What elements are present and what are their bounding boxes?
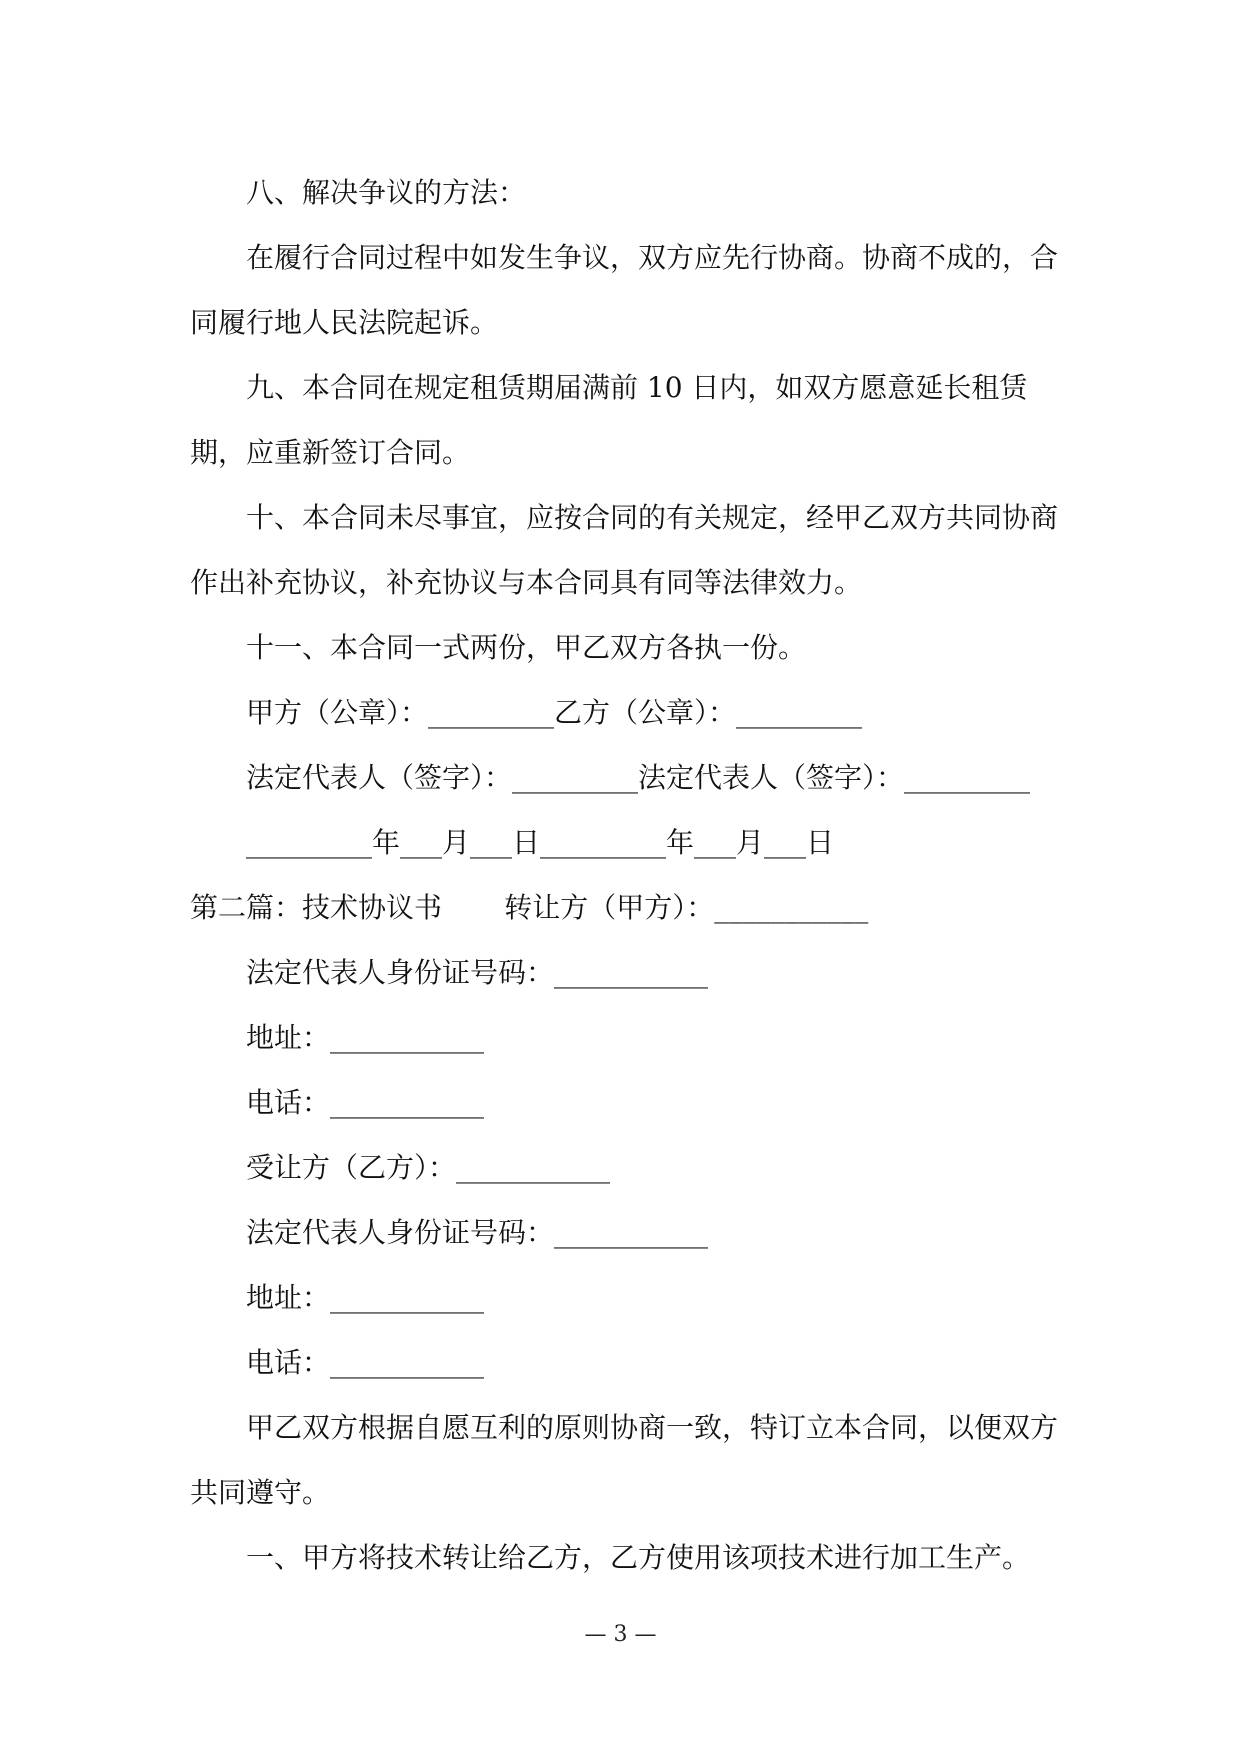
part-two-heading: 第二篇：技术协议书 转让方（甲方）：___________: [190, 891, 869, 924]
transferor-id-line: 法定代表人身份证号码：___________: [246, 956, 709, 989]
date-line: _________年___月___日_________年___月___日: [246, 826, 835, 859]
transferor-phone-line: 电话：___________: [246, 1086, 485, 1119]
section-8-heading: 八、解决争议的方法：: [246, 176, 527, 209]
agreement-intro-text: 甲乙双方根据自愿互利的原则协商一致，特订立本合同，以便双方共同遵守。: [190, 1411, 1059, 1509]
transferee-line: 受让方（乙方）：___________: [246, 1151, 611, 1184]
clause-1-text: 一、甲方将技术转让给乙方，乙方使用该项技术进行加工生产。: [246, 1541, 1031, 1574]
party-seal-line: 甲方（公章）：_________乙方（公章）：_________: [246, 696, 863, 729]
transferee-phone-line: 电话：___________: [246, 1346, 485, 1379]
representative-signature-line: 法定代表人（签字）：_________法定代表人（签字）：_________: [246, 761, 1031, 794]
section-11-text: 十一、本合同一式两份，甲乙双方各执一份。: [246, 631, 807, 664]
section-10-text: 十、本合同未尽事宜，应按合同的有关规定，经甲乙双方共同协商作出补充协议，补充协议与本合同具有同等法律效力。: [190, 501, 1059, 599]
transferee-id-line: 法定代表人身份证号码：___________: [246, 1216, 709, 1249]
transferor-address-line: 地址：___________: [246, 1021, 485, 1054]
transferee-address-line: 地址：___________: [246, 1281, 485, 1314]
section-8-text: 在履行合同过程中如发生争议，双方应先行协商。协商不成的，合同履行地人民法院起诉。: [190, 241, 1059, 339]
section-9-text: 九、本合同在规定租赁期届满前 10 日内，如双方愿意延长租赁期，应重新签订合同。: [190, 371, 1028, 469]
page-number: — 3 —: [584, 1622, 657, 1647]
document-body: [190, 160, 1070, 1590]
